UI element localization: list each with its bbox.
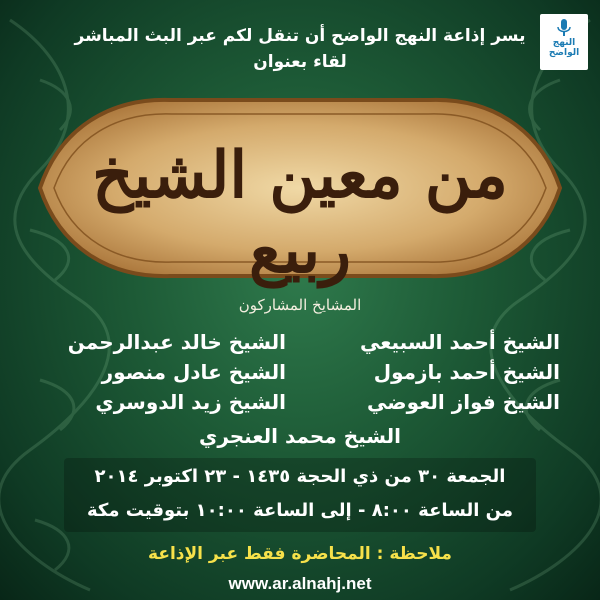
website-link[interactable]: www.ar.alnahj.net <box>228 574 372 593</box>
participant-name: الشيخ فواز العوضي <box>367 390 560 414</box>
participants-heading: المشايخ المشاركون <box>238 296 362 314</box>
event-date: الجمعة ٣٠ من ذي الحجة ١٤٣٥ - ٢٣ اكتوبر ٢٠١٤ <box>94 466 506 487</box>
logo-text: النهج الواضح <box>548 38 580 58</box>
intro-subtext: لقاء بعنوان <box>253 52 347 72</box>
event-time: من الساعة ٨:٠٠ - إلى الساعة ١٠:٠٠ بتوقيت مكة <box>87 500 513 521</box>
participant-name: الشيخ عادل منصور <box>101 360 286 384</box>
participant-name: الشيخ خالد عبدالرحمن <box>67 330 286 354</box>
participant-name-center: الشيخ محمد العنجري <box>199 424 401 448</box>
participant-name: الشيخ أحمد السبيعي <box>359 330 560 354</box>
note-text: ملاحظة : المحاضرة فقط عبر الإذاعة <box>148 544 452 564</box>
intro-text: يسر إذاعة النهج الواضح أن تنقل لكم عبر البث المباشر <box>74 26 526 46</box>
participant-name: الشيخ زيد الدوسري <box>95 390 286 414</box>
lecture-title: من معين الشيخ ربيع <box>92 138 508 288</box>
participant-name: الشيخ أحمد بازمول <box>373 360 560 384</box>
